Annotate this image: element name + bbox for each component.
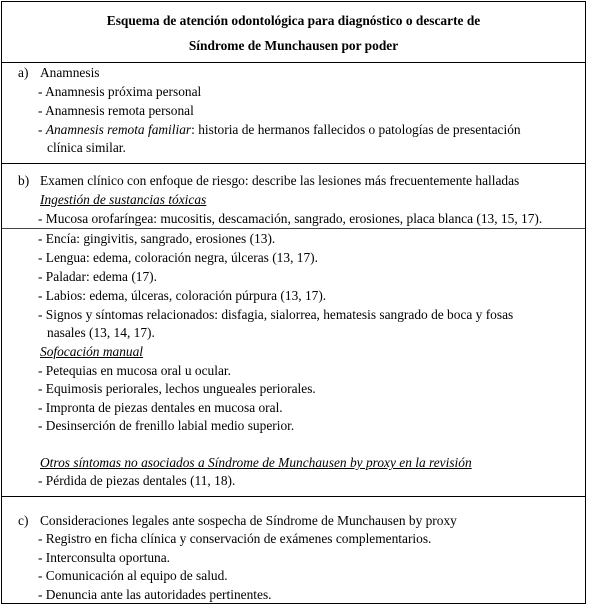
subheading-toxic-ingestion: Ingestión de sustancias tóxicas — [40, 192, 207, 207]
toxic-item: - Mucosa orofaríngea: mucositis, descamación, sangrado, erosiones, placa blanca (13, 15, 17). — [38, 211, 543, 226]
toxic-item: - Signos y síntomas relacionados: disfagia, sialorrea, hematesis sangrado de boca y fosas — [38, 307, 514, 322]
subheading-other-symptoms: Otros síntomas no asociados a Síndrome de Munchausen by proxy en la revisión — [40, 455, 472, 470]
other-symptom-item: - Pérdida de piezas dentales (11, 18). — [38, 473, 236, 488]
suffocation-item: - Impronta de piezas dentales en mucosa oral. — [38, 400, 283, 415]
toxic-item: - Labios: edema, úlceras, coloración púrpura (13, 17). — [38, 288, 327, 303]
suffocation-item: - Desinserción de frenillo labial medio superior. — [38, 418, 295, 433]
legal-item: - Interconsulta oportuna. — [38, 550, 171, 565]
toxic-item: - Encía: gingivitis, sangrado, erosiones (13). — [38, 231, 276, 246]
section-a-familiar-continuation: clínica similar. — [47, 140, 126, 155]
legal-item: - Registro en ficha clínica y conservación de exámenes complementarios. — [38, 531, 432, 546]
toxic-item: - Paladar: edema (17). — [38, 269, 157, 284]
section-a-divider — [2, 163, 585, 164]
subheading-manual-suffocation: Sofocación manual — [40, 344, 144, 359]
section-a-familiar: - Anamnesis remota familiar: historia de hermanos fallecidos o patologías de presentación — [38, 122, 521, 137]
section-a-label: a) — [18, 65, 29, 80]
table-title-line-1: Esquema de atención odontológica para diagnóstico o descarte de — [106, 13, 481, 28]
suffocation-item: - Petequias en mucosa oral u ocular. — [38, 363, 231, 378]
toxic-item: - Lengua: edema, coloración negra, úlceras (13, 17). — [38, 250, 318, 265]
legal-item: - Comunicación al equipo de salud. — [38, 568, 228, 583]
table-title-line-2: Síndrome de Munchausen por poder — [188, 38, 399, 53]
section-a-item: - Anamnesis próxima personal — [38, 84, 202, 99]
section-b-heading: Examen clínico con enfoque de riesgo: describe las lesiones más frecuentemente halladas — [40, 173, 520, 188]
section-b-divider — [2, 496, 585, 497]
section-a-item: - Anamnesis remota personal — [38, 103, 194, 118]
section-c-heading: Consideraciones legales ante sospecha de Síndrome de Munchausen by proxy — [40, 513, 457, 528]
title-divider — [2, 62, 585, 63]
section-a-heading: Anamnesis — [40, 65, 100, 80]
suffocation-item: - Equimosis periorales, lechos ungueales periorales. — [38, 381, 316, 396]
section-c-label: c) — [18, 513, 29, 528]
toxic-item-continuation: nasales (13, 14, 17). — [47, 325, 155, 340]
section-b-label: b) — [18, 173, 30, 188]
inner-divider — [2, 228, 585, 229]
document-table — [1, 1, 586, 604]
legal-item: - Denuncia ante las autoridades pertinentes. — [38, 587, 272, 602]
familiar-term: Anamnesis remota familiar — [45, 122, 192, 137]
